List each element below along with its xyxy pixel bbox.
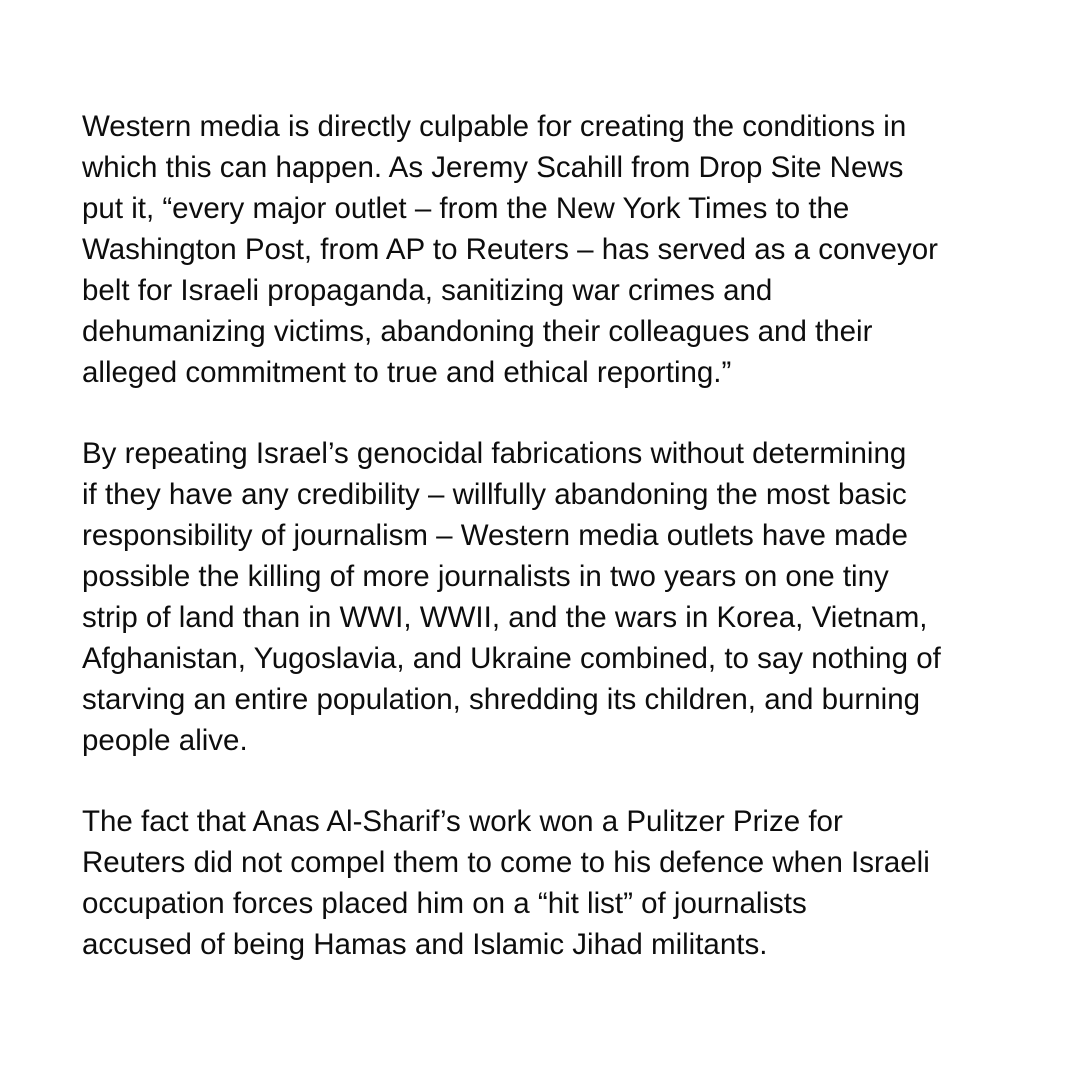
paragraph-line: Reuters did not compel them to come to his defence when Israeli	[82, 846, 930, 879]
paragraph-line: By repeating Israel’s genocidal fabrications without determining	[82, 437, 907, 470]
paragraph-line: belt for Israeli propaganda, sanitizing war crimes and	[82, 274, 773, 307]
paragraph-line: The fact that Anas Al-Sharif’s work won a Pulitzer Prize for	[82, 805, 843, 838]
paragraph-line: alleged commitment to true and ethical reporting.”	[82, 356, 732, 389]
paragraph-line: put it, “every major outlet – from the New York Times to the	[82, 192, 850, 225]
paragraph-line: Western media is directly culpable for creating the conditions in	[82, 110, 907, 143]
paragraph-line: starving an entire population, shredding its children, and burning	[82, 683, 921, 716]
paragraph-line: responsibility of journalism – Western media outlets have made	[82, 519, 908, 552]
paragraph-line: Washington Post, from AP to Reuters – has served as a conveyor	[82, 233, 938, 266]
paragraph-line: Afghanistan, Yugoslavia, and Ukraine combined, to say nothing of	[82, 642, 941, 675]
paragraph-line: possible the killing of more journalists in two years on one tiny	[82, 560, 889, 593]
paragraph-line: dehumanizing victims, abandoning their colleagues and their	[82, 315, 873, 348]
paragraph-line: which this can happen. As Jeremy Scahill from Drop Site News	[82, 151, 904, 184]
paragraph-line: if they have any credibility – willfully abandoning the most basic	[82, 478, 907, 511]
paragraph-pulitzer	[82, 801, 1012, 965]
paragraph-media-culpability	[82, 106, 1012, 393]
paragraph-line: occupation forces placed him on a “hit list” of journalists	[82, 887, 807, 920]
paragraph-line: strip of land than in WWI, WWII, and the wars in Korea, Vietnam,	[82, 601, 928, 634]
paragraph-line: people alive.	[82, 724, 248, 757]
paragraph-fabrications	[82, 433, 1012, 761]
paragraph-line: accused of being Hamas and Islamic Jihad militants.	[82, 928, 768, 961]
